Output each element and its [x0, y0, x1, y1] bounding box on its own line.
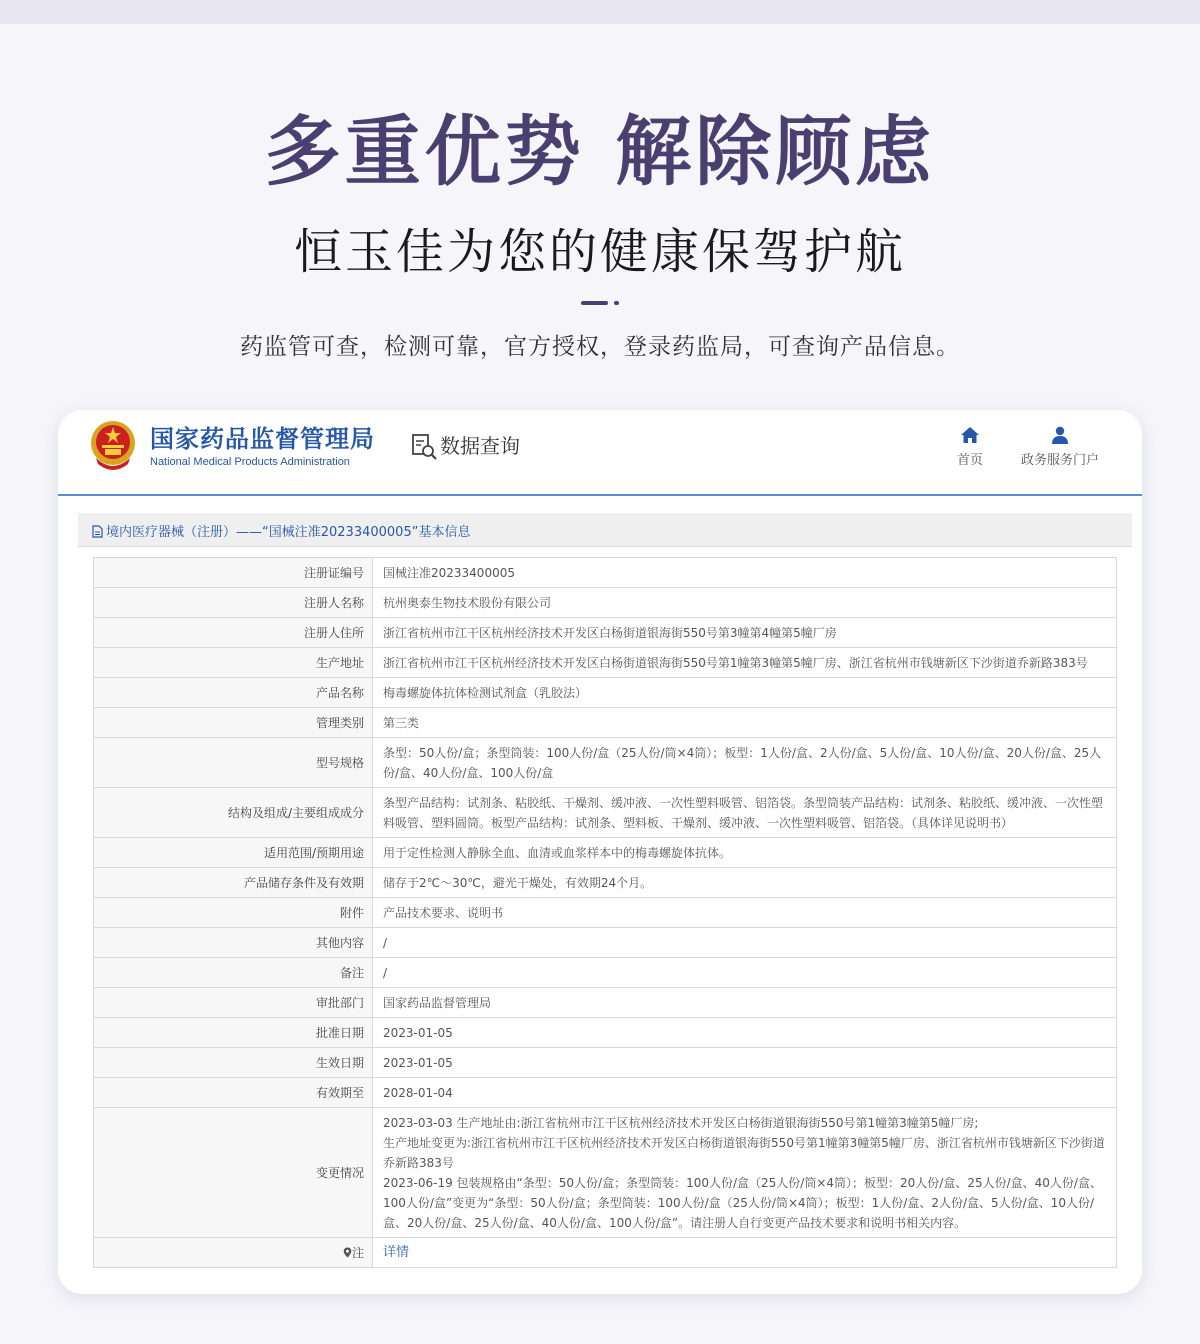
row-value: 浙江省杭州市江干区杭州经济技术开发区白杨街道银海街550号第1幢第3幢第5幢厂房、浙江省杭州市钱塘新区下沙街道乔新路383号 — [373, 648, 1117, 678]
row-label: 生效日期 — [94, 1048, 373, 1078]
screenshot-card — [58, 410, 1142, 1294]
section-title-text: 境内医疗器械（注册）——“国械注准20233400005”基本信息 — [106, 525, 471, 540]
table-row — [94, 588, 1117, 618]
agency-name-en: National Medical Products Administration — [150, 456, 350, 468]
table-row — [94, 1048, 1117, 1078]
row-value: / — [373, 958, 1117, 988]
table-row — [94, 678, 1117, 708]
nav-portal-label: 政务服务门户 — [1020, 453, 1099, 468]
promo-headline: 多重优势 解除顾虑 — [264, 107, 936, 196]
promo-tagline: 药监管可查，检测可靠，官方授权，登录药监局，可查询产品信息。 — [240, 334, 960, 360]
row-label: 产品储存条件及有效期 — [94, 868, 373, 898]
row-label: 备注 — [94, 958, 373, 988]
note-value — [373, 1238, 1117, 1268]
table-row — [94, 928, 1117, 958]
row-value: 杭州奥泰生物技术股份有限公司 — [373, 588, 1117, 618]
table-row — [94, 1078, 1117, 1108]
table-row-note — [94, 1238, 1117, 1268]
table-row — [94, 898, 1117, 928]
location-pin-icon — [343, 1247, 352, 1258]
row-value: / — [373, 928, 1117, 958]
table-row — [94, 868, 1117, 898]
national-emblem-icon — [88, 418, 138, 472]
row-value: 条型：50人份/盒；条型筒装：100人份/盒（25人份/筒×4筒）；板型：1人份/盒、2人份/盒、5人份/盒、10人份/盒、20人份/盒、25人份/盒、40人份/盒、100人份/盒 — [373, 738, 1117, 788]
nav-home-label: 首页 — [956, 453, 983, 468]
row-label: 产品名称 — [94, 678, 373, 708]
row-label: 有效期至 — [94, 1078, 373, 1108]
user-icon — [1050, 426, 1070, 444]
row-label: 注册证编号 — [94, 558, 373, 588]
table-row — [94, 738, 1117, 788]
table-row — [94, 958, 1117, 988]
row-value: 国械注准20233400005 — [373, 558, 1117, 588]
row-label: 生产地址 — [94, 648, 373, 678]
registration-info-table — [93, 557, 1117, 1268]
top-strip — [0, 0, 1200, 24]
row-value: 条型产品结构：试剂条、粘胶纸、干燥剂、缓冲液、一次性塑料吸管、铝箔袋。条型筒装产品结构：试剂条、粘胶纸、缓冲液、一次性塑料吸管、塑料圆筒。板型产品结构：试剂条、塑料板、干燥剂、缓冲液、一次性塑料吸管、铝箔袋。（具体详见说明书） — [373, 788, 1117, 838]
change-line: 生产地址变更为:浙江省杭州市江干区杭州经济技术开发区白杨街道银海街550号第1幢第3幢第5幢厂房、浙江省杭州市钱塘新区下沙街道乔新路383号 — [383, 1135, 1105, 1170]
row-value: 浙江省杭州市江干区杭州经济技术开发区白杨街道银海街550号第3幢第4幢第5幢厂房 — [373, 618, 1117, 648]
note-label-text: 注 — [351, 1245, 364, 1260]
row-value-change-history — [373, 1108, 1117, 1238]
row-value: 2023-01-05 — [373, 1018, 1117, 1048]
row-label: 审批部门 — [94, 988, 373, 1018]
table-row — [94, 618, 1117, 648]
table-row — [94, 788, 1117, 838]
table-row-change-history — [94, 1108, 1117, 1238]
section-header — [78, 513, 1132, 547]
change-line: 2023-03-03 生产地址由:浙江省杭州市江干区杭州经济技术开发区白杨街道银海街550号第1幢第3幢第5幢厂房; — [383, 1115, 979, 1130]
row-label: 注册人名称 — [94, 588, 373, 618]
row-label: 结构及组成/主要组成成分 — [94, 788, 373, 838]
data-query-icon[interactable] — [410, 432, 440, 462]
nav-home[interactable] — [950, 426, 990, 468]
table-row — [94, 708, 1117, 738]
section-title — [92, 521, 470, 540]
change-line: 2023-06-19 包装规格由“条型：50人份/盒；条型筒装：100人份/盒（25人份/筒×4筒）；板型：20人份/盒、25人份/盒、40人份/盒、100人份/盒”变更为“条型：50人份/盒；条型筒装：100人份/盒（25人份/筒×4筒）；板型：1人份/盒、2人份/盒、5人份/盒、10人份/盒、20人份/盒、25人份/盒、40人份/盒、100人份/盒”。请注册人自行变更产品技术要求和说明书相关内容。 — [383, 1175, 1102, 1230]
row-label: 型号规格 — [94, 738, 373, 788]
divider-line — [581, 301, 608, 305]
promo-subhead: 恒玉佳为您的健康保驾护航 — [293, 224, 906, 280]
row-label: 注册人住所 — [94, 618, 373, 648]
row-label: 批准日期 — [94, 1018, 373, 1048]
row-value: 储存于2℃～30℃，避光干燥处，有效期24个月。 — [373, 868, 1117, 898]
home-icon — [960, 426, 980, 444]
row-value: 2023-01-05 — [373, 1048, 1117, 1078]
document-icon — [92, 525, 103, 538]
table-row — [94, 1018, 1117, 1048]
row-value: 2028-01-04 — [373, 1078, 1117, 1108]
row-label: 附件 — [94, 898, 373, 928]
row-label: 管理类别 — [94, 708, 373, 738]
table-row — [94, 988, 1117, 1018]
divider-dot — [614, 301, 619, 305]
nav-gov-portal[interactable] — [1016, 426, 1104, 468]
agency-name-cn[interactable]: 国家药品监督管理局 — [150, 425, 375, 453]
table-row — [94, 648, 1117, 678]
details-link[interactable]: 详情 — [383, 1245, 410, 1260]
row-value: 第三类 — [373, 708, 1117, 738]
table-row — [94, 558, 1117, 588]
note-label — [94, 1238, 373, 1268]
row-value: 梅毒螺旋体抗体检测试剂盒（乳胶法） — [373, 678, 1117, 708]
row-value: 用于定性检测人静脉全血、血清或血浆样本中的梅毒螺旋体抗体。 — [373, 838, 1117, 868]
row-label: 其他内容 — [94, 928, 373, 958]
row-value: 产品技术要求、说明书 — [373, 898, 1117, 928]
row-value: 国家药品监督管理局 — [373, 988, 1117, 1018]
row-label: 适用范围/预期用途 — [94, 838, 373, 868]
row-label: 变更情况 — [94, 1108, 373, 1238]
table-row — [94, 838, 1117, 868]
site-header — [58, 410, 1142, 496]
data-query-link[interactable]: 数据查询 — [440, 434, 520, 458]
